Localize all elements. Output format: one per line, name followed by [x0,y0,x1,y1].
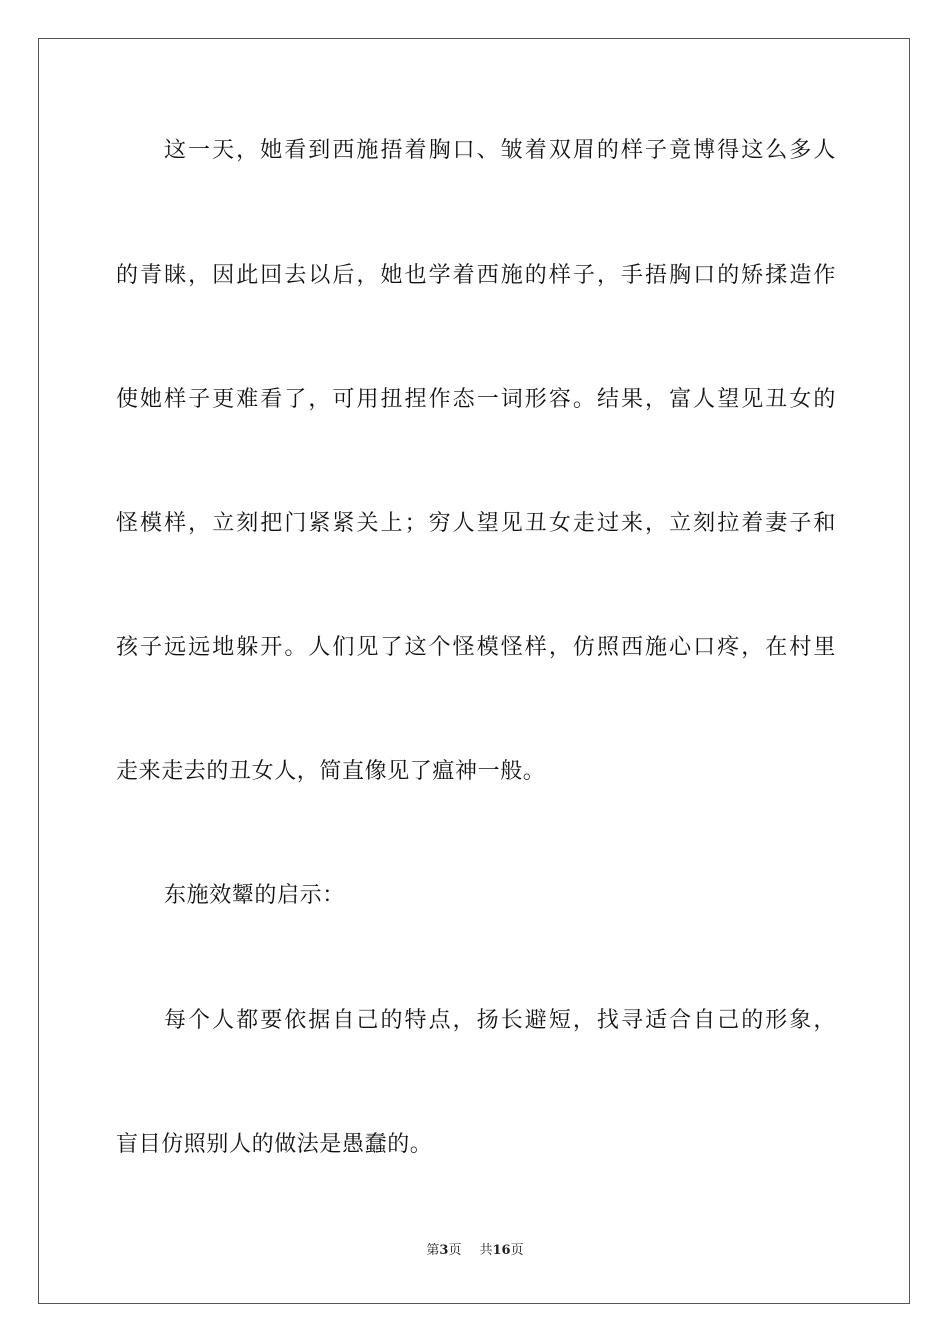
page-number: 3 [439,1243,449,1258]
page-prefix: 第 [426,1243,440,1258]
total-pages: 16 [492,1243,511,1258]
total-suffix: 页 [510,1243,524,1258]
paragraph-line-1: 这一天，她看到西施捂着胸口、皱着双眉的样子竟博得这么多人 [164,138,836,163]
paragraph-line-8: 每个人都要依据自己的特点，扬长避短，找寻适合自己的形象， [164,1008,836,1033]
paragraph-line-6: 走来走去的丑女人，简直像见了瘟神一般。 [116,759,546,784]
section-heading: 东施效颦的启示： [164,883,345,908]
paragraph-line-3: 使她样子更难看了，可用扭捏作态一词形容。结果，富人望见丑女的 [116,387,836,412]
page-footer [0,1242,950,1260]
paragraph-line-9: 盲目仿照别人的做法是愚蠢的。 [116,1132,433,1157]
paragraph-line-5: 孩子远远地躲开。人们见了这个怪模怪样，仿照西施心口疼，在村里 [116,635,836,660]
page-suffix: 页 [448,1243,462,1258]
total-prefix: 共 [479,1243,493,1258]
page-border [38,38,910,1304]
paragraph-line-2: 的青睐，因此回去以后，她也学着西施的样子，手捂胸口的矫揉造作 [116,263,836,288]
paragraph-line-4: 怪模样，立刻把门紧紧关上；穷人望见丑女走过来，立刻拉着妻子和 [116,511,836,536]
